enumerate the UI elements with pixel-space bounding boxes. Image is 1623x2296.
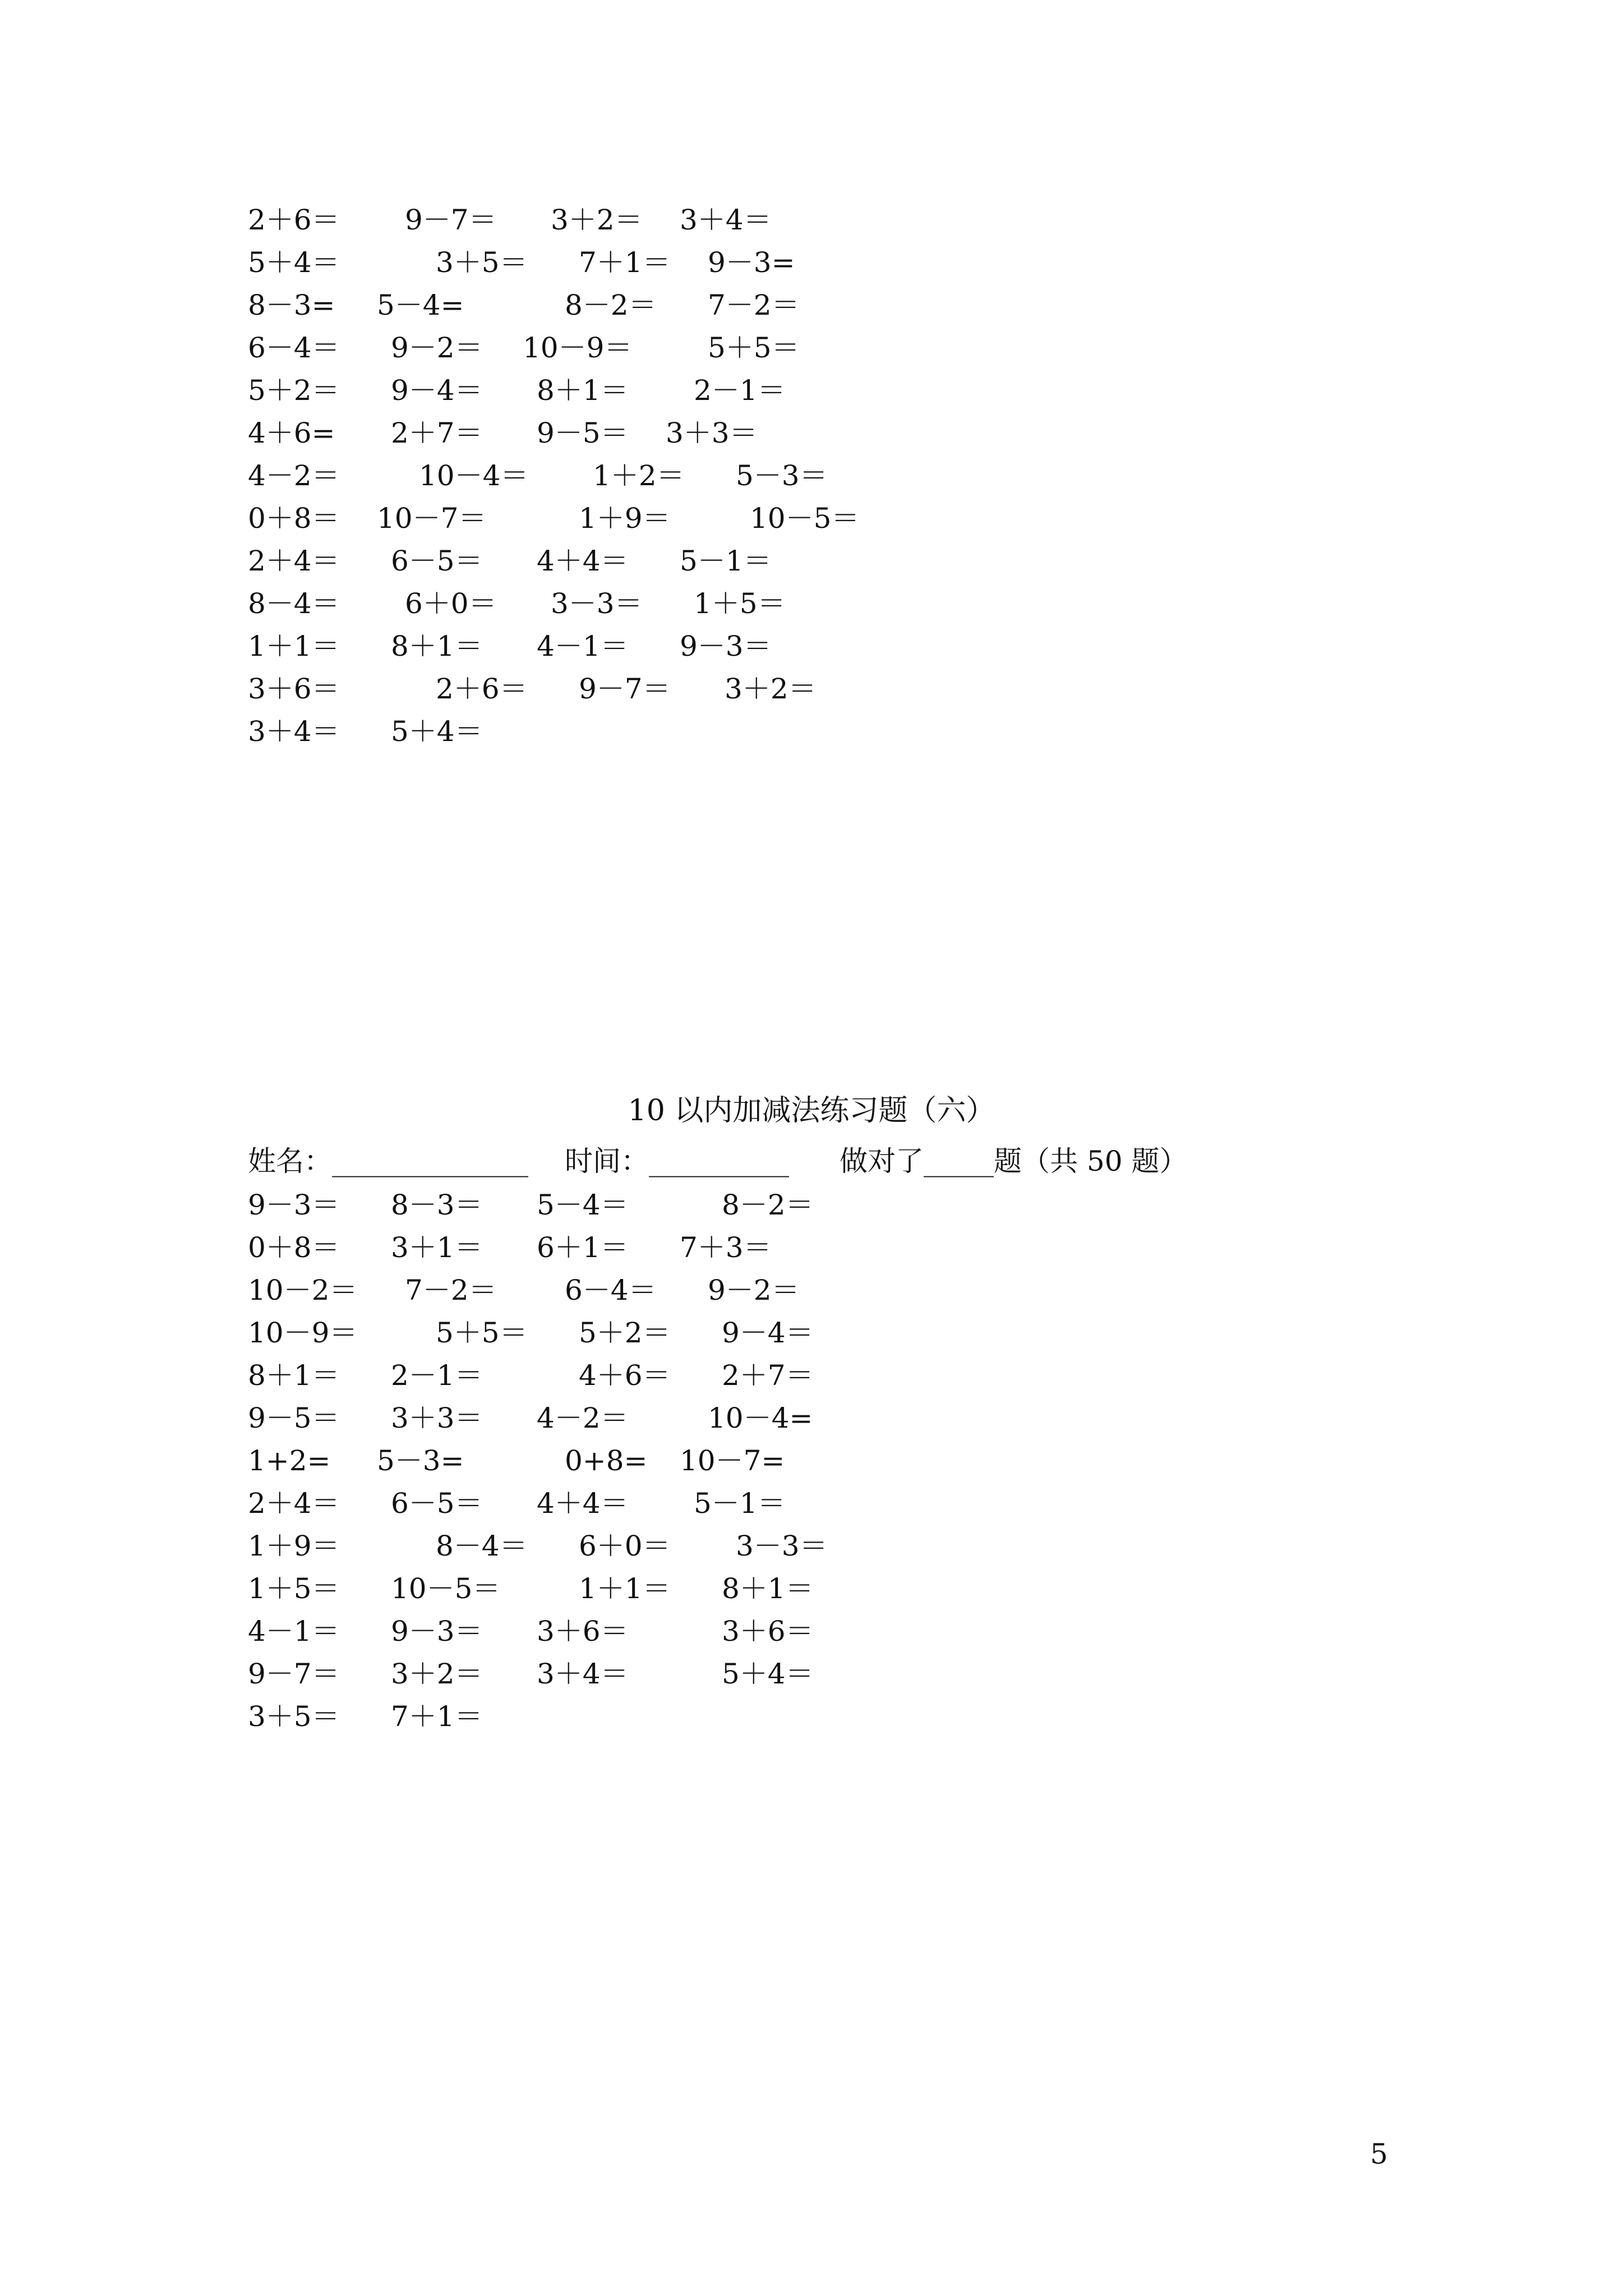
problem-item: 5－4= xyxy=(377,289,464,321)
problem-row xyxy=(0,1654,1623,1694)
problem-item: 8＋1＝ xyxy=(537,374,629,407)
problem-row xyxy=(0,1228,1623,1267)
problem-item: 8－2＝ xyxy=(565,289,657,321)
problem-item: 1＋1＝ xyxy=(579,1572,671,1605)
problem-item: 9－3= xyxy=(708,246,795,279)
time-blank: __________ xyxy=(649,1145,789,1177)
problem-item: 5＋4＝ xyxy=(722,1658,814,1690)
problem-item: 2－1＝ xyxy=(391,1359,483,1392)
problem-row xyxy=(0,1271,1623,1310)
problem-item: 6－4＝ xyxy=(565,1274,657,1306)
problem-item: 3＋2＝ xyxy=(725,673,817,705)
problem-item: 7－2＝ xyxy=(708,289,800,321)
problem-item: 5＋4＝ xyxy=(391,715,483,748)
problem-item: 9－2＝ xyxy=(391,332,483,364)
problem-item: 8－4＝ xyxy=(436,1530,528,1562)
problem-row xyxy=(0,1612,1623,1651)
problem-item: 9－3＝ xyxy=(248,1189,340,1221)
problem-item: 6－5＝ xyxy=(391,545,483,577)
problem-item: 10－2＝ xyxy=(248,1274,358,1306)
problem-item: 3＋4＝ xyxy=(680,204,772,236)
problem-row xyxy=(0,584,1623,623)
problem-item: 2＋4＝ xyxy=(248,1487,340,1520)
problem-item: 4－1＝ xyxy=(537,630,629,662)
problem-item: 3＋4＝ xyxy=(537,1658,629,1690)
problem-item: 5＋4＝ xyxy=(248,246,340,279)
problem-row xyxy=(0,200,1623,240)
problem-item: 5－4＝ xyxy=(537,1189,629,1221)
problem-item: 9－5＝ xyxy=(248,1402,340,1434)
problem-item: 6－5＝ xyxy=(391,1487,483,1520)
problem-row xyxy=(0,1484,1623,1523)
problem-item: 9－5＝ xyxy=(537,417,629,449)
problem-item: 6＋0＝ xyxy=(579,1530,671,1562)
problem-item: 5－1＝ xyxy=(694,1487,786,1520)
problem-row xyxy=(0,1569,1623,1608)
problem-item: 9－7＝ xyxy=(405,204,497,236)
problem-item: 0+8= xyxy=(565,1444,648,1477)
problem-row xyxy=(0,499,1623,538)
problem-item: 10－5＝ xyxy=(750,502,860,535)
problem-row xyxy=(0,627,1623,666)
problem-item: 1＋1＝ xyxy=(248,630,340,662)
time-label: 时间： xyxy=(565,1145,649,1177)
problem-item: 1＋9＝ xyxy=(579,502,671,535)
problem-item: 8＋1＝ xyxy=(391,630,483,662)
problem-row xyxy=(0,1356,1623,1395)
problem-item: 2＋6＝ xyxy=(436,673,528,705)
problem-item: 7＋3＝ xyxy=(680,1231,772,1264)
problem-item: 4＋6＝ xyxy=(579,1359,671,1392)
problem-item: 9－3＝ xyxy=(680,630,772,662)
page-number: 5 xyxy=(1370,2138,1388,2170)
problem-item: 3＋6＝ xyxy=(722,1615,814,1648)
problem-item: 8＋1＝ xyxy=(722,1572,814,1605)
problem-row xyxy=(0,1313,1623,1352)
problem-item: 3＋4＝ xyxy=(248,715,340,748)
problem-item: 1＋2＝ xyxy=(593,459,685,492)
problem-item: 5＋5＝ xyxy=(436,1317,528,1349)
problem-item: 9－2＝ xyxy=(708,1274,800,1306)
problem-item: 4＋6= xyxy=(248,417,335,449)
problem-row xyxy=(0,712,1623,751)
problem-item: 8－2＝ xyxy=(722,1189,814,1221)
problem-row xyxy=(0,541,1623,581)
problem-item: 6＋0＝ xyxy=(405,587,497,620)
problem-item: 5－3= xyxy=(377,1444,464,1477)
problem-row xyxy=(0,1441,1623,1480)
problem-item: 1＋5＝ xyxy=(694,587,786,620)
problem-item: 3＋1＝ xyxy=(391,1231,483,1264)
worksheet-header xyxy=(0,1142,1623,1181)
problem-item: 8＋1＝ xyxy=(248,1359,340,1392)
correct-count-label: 做对了_____题（共 50 题） xyxy=(840,1145,1188,1177)
problem-row xyxy=(0,669,1623,708)
problem-item: 6＋1＝ xyxy=(537,1231,629,1264)
problem-item: 9－4＝ xyxy=(391,374,483,407)
problem-row xyxy=(0,328,1623,367)
problem-row xyxy=(0,286,1623,325)
problem-item: 3＋5＝ xyxy=(436,246,528,279)
problem-item: 3＋3＝ xyxy=(391,1402,483,1434)
problem-item: 3＋2＝ xyxy=(391,1658,483,1690)
problem-item: 1+2= xyxy=(248,1444,331,1477)
problem-item: 4＋4＝ xyxy=(537,1487,629,1520)
problem-row xyxy=(0,456,1623,495)
problem-item: 8－4＝ xyxy=(248,587,340,620)
problem-row xyxy=(0,371,1623,410)
problem-item: 4－1＝ xyxy=(248,1615,340,1648)
problem-item: 5＋2＝ xyxy=(579,1317,671,1349)
problem-item: 0＋8＝ xyxy=(248,502,340,535)
problem-item: 9－7＝ xyxy=(248,1658,340,1690)
name-blank: ______________ xyxy=(332,1145,528,1177)
problem-item: 9－3＝ xyxy=(391,1615,483,1648)
problem-item: 8－3＝ xyxy=(391,1189,483,1221)
problem-item: 10－5＝ xyxy=(391,1572,501,1605)
problem-item: 6－4＝ xyxy=(248,332,340,364)
problem-item: 2＋4＝ xyxy=(248,545,340,577)
problem-item: 3＋6＝ xyxy=(537,1615,629,1648)
problem-item: 3－3＝ xyxy=(551,587,643,620)
problem-item: 10－9＝ xyxy=(248,1317,358,1349)
problem-item: 3－3＝ xyxy=(736,1530,828,1562)
problem-item: 4＋4＝ xyxy=(537,545,629,577)
problem-item: 1＋5＝ xyxy=(248,1572,340,1605)
problem-item: 5＋2＝ xyxy=(248,374,340,407)
problem-item: 10－4= xyxy=(708,1402,813,1434)
problem-item: 5－1＝ xyxy=(680,545,772,577)
problem-row xyxy=(0,413,1623,453)
problem-item: 0＋8＝ xyxy=(248,1231,340,1264)
name-label: 姓名： xyxy=(248,1145,332,1177)
problem-item: 9－4＝ xyxy=(722,1317,814,1349)
problem-item: 3＋3＝ xyxy=(666,417,758,449)
problem-item: 7＋1＝ xyxy=(579,246,671,279)
problem-item: 5＋5＝ xyxy=(708,332,800,364)
problem-item: 8－3= xyxy=(248,289,335,321)
problem-item: 5－3＝ xyxy=(736,459,828,492)
problem-item: 10－7＝ xyxy=(377,502,487,535)
problem-item: 2＋6＝ xyxy=(248,204,340,236)
problem-item: 2＋7＝ xyxy=(722,1359,814,1392)
problem-item: 3＋2＝ xyxy=(551,204,643,236)
problem-item: 7－2＝ xyxy=(405,1274,497,1306)
problem-item: 4－2＝ xyxy=(248,459,340,492)
problem-item: 4－2＝ xyxy=(537,1402,629,1434)
problem-row xyxy=(0,1185,1623,1225)
problem-row xyxy=(0,1697,1623,1736)
problem-item: 10－4＝ xyxy=(419,459,529,492)
problem-item: 1＋9＝ xyxy=(248,1530,340,1562)
problem-item: 10－7= xyxy=(680,1444,785,1477)
problem-row xyxy=(0,243,1623,282)
problem-item: 10－9＝ xyxy=(523,332,633,364)
problem-item: 3＋5＝ xyxy=(248,1700,340,1733)
problem-row xyxy=(0,1526,1623,1566)
problem-item: 2＋7＝ xyxy=(391,417,483,449)
problem-item: 2－1＝ xyxy=(694,374,786,407)
problem-item: 7＋1＝ xyxy=(391,1700,483,1733)
problem-item: 3＋6＝ xyxy=(248,673,340,705)
problem-row xyxy=(0,1398,1623,1438)
problem-item: 9－7＝ xyxy=(579,673,671,705)
worksheet-title: 10 以内加减法练习题（六） xyxy=(628,1094,995,1128)
